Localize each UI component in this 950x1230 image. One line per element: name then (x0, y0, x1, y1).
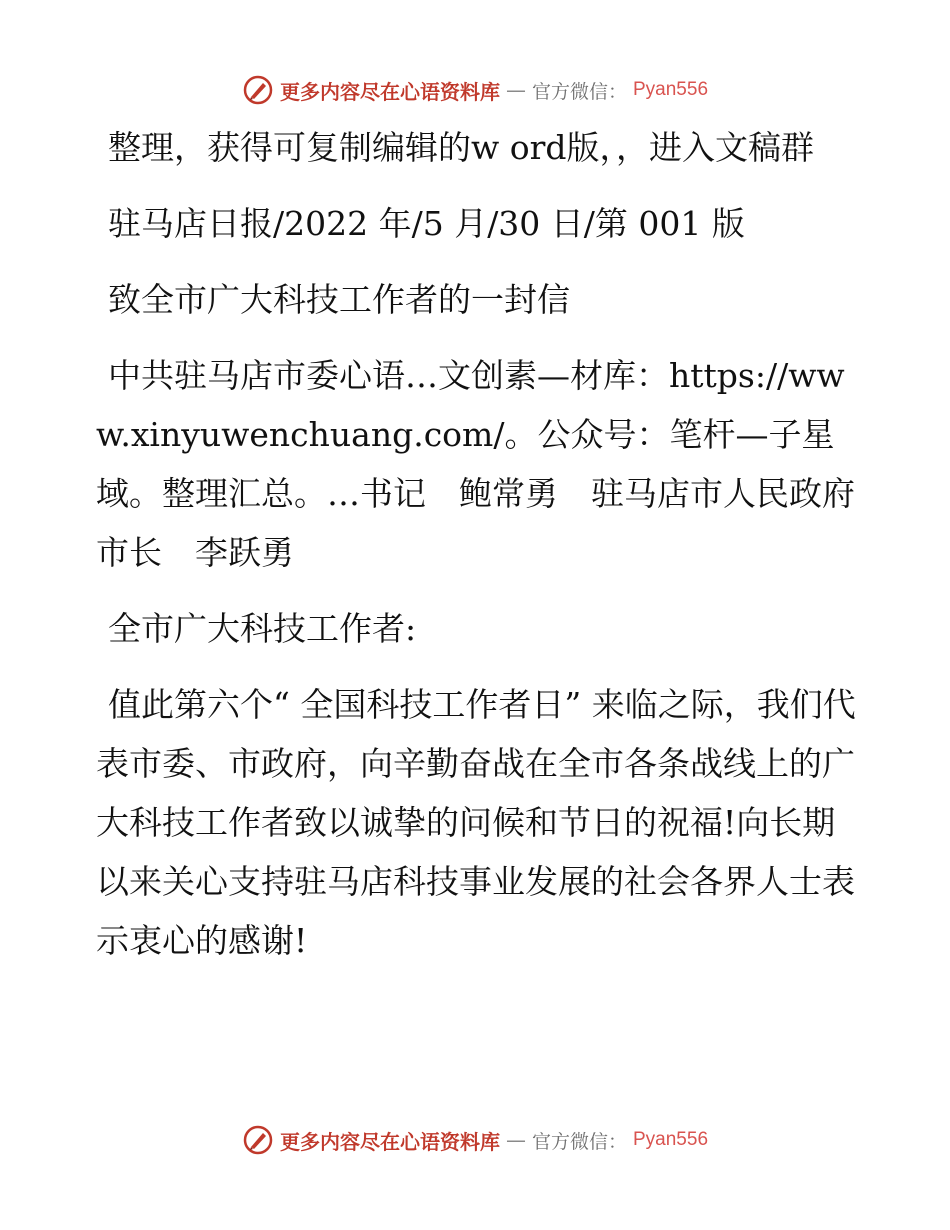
pen-logo-icon (242, 1124, 274, 1156)
footer-site-text: 更多内容尽在心语资料库 (279, 1129, 500, 1154)
body-paragraph: 值此第六个“ 全国科技工作者日” 来临之际，我们代表市委、市政府，向辛勤奋战在全市各条战线上的广大科技工作者致以诚挚的问候和节日的祝福!向长期以来关心支持驻马店科技事业发展的社会各界人士表示衷心的感谢! (96, 685, 856, 960)
source-line: 驻马店日报/2022 年/5 月/30 日/第 001 版 (108, 204, 745, 243)
header-site-text: 更多内容尽在心语资料库 (279, 79, 500, 104)
header-wx-id: Pyan556 (633, 79, 709, 100)
header-wx-label: 官方微信： (531, 80, 627, 103)
letter-title: 致全市广大科技工作者的一封信 (108, 280, 570, 319)
document-body (96, 118, 856, 987)
header-dash: — (505, 78, 526, 102)
footer-wx-id: Pyan556 (633, 1129, 709, 1150)
footer-watermark-banner (0, 1120, 950, 1160)
footer-dash: — (505, 1128, 526, 1152)
pen-logo-icon (242, 74, 274, 106)
header-watermark-banner (0, 70, 950, 110)
intro-paragraph: 整理，获得可复制编辑的w ord版，，进入文稿群 (108, 128, 815, 167)
signatories-paragraph: 中共驻马店市委心语…文创素—材库：https://www.xinyuwenchuang.com/。公众号：笔杆—子星域。整理汇总。…书记 鲍常勇 驻马店市人民政府市长 李跃勇 (96, 356, 855, 572)
header-banner-inner (242, 74, 708, 106)
footer-wx-label: 官方微信： (531, 1130, 627, 1153)
salutation: 全市广大科技工作者: (108, 609, 417, 648)
footer-banner-inner (242, 1124, 708, 1156)
